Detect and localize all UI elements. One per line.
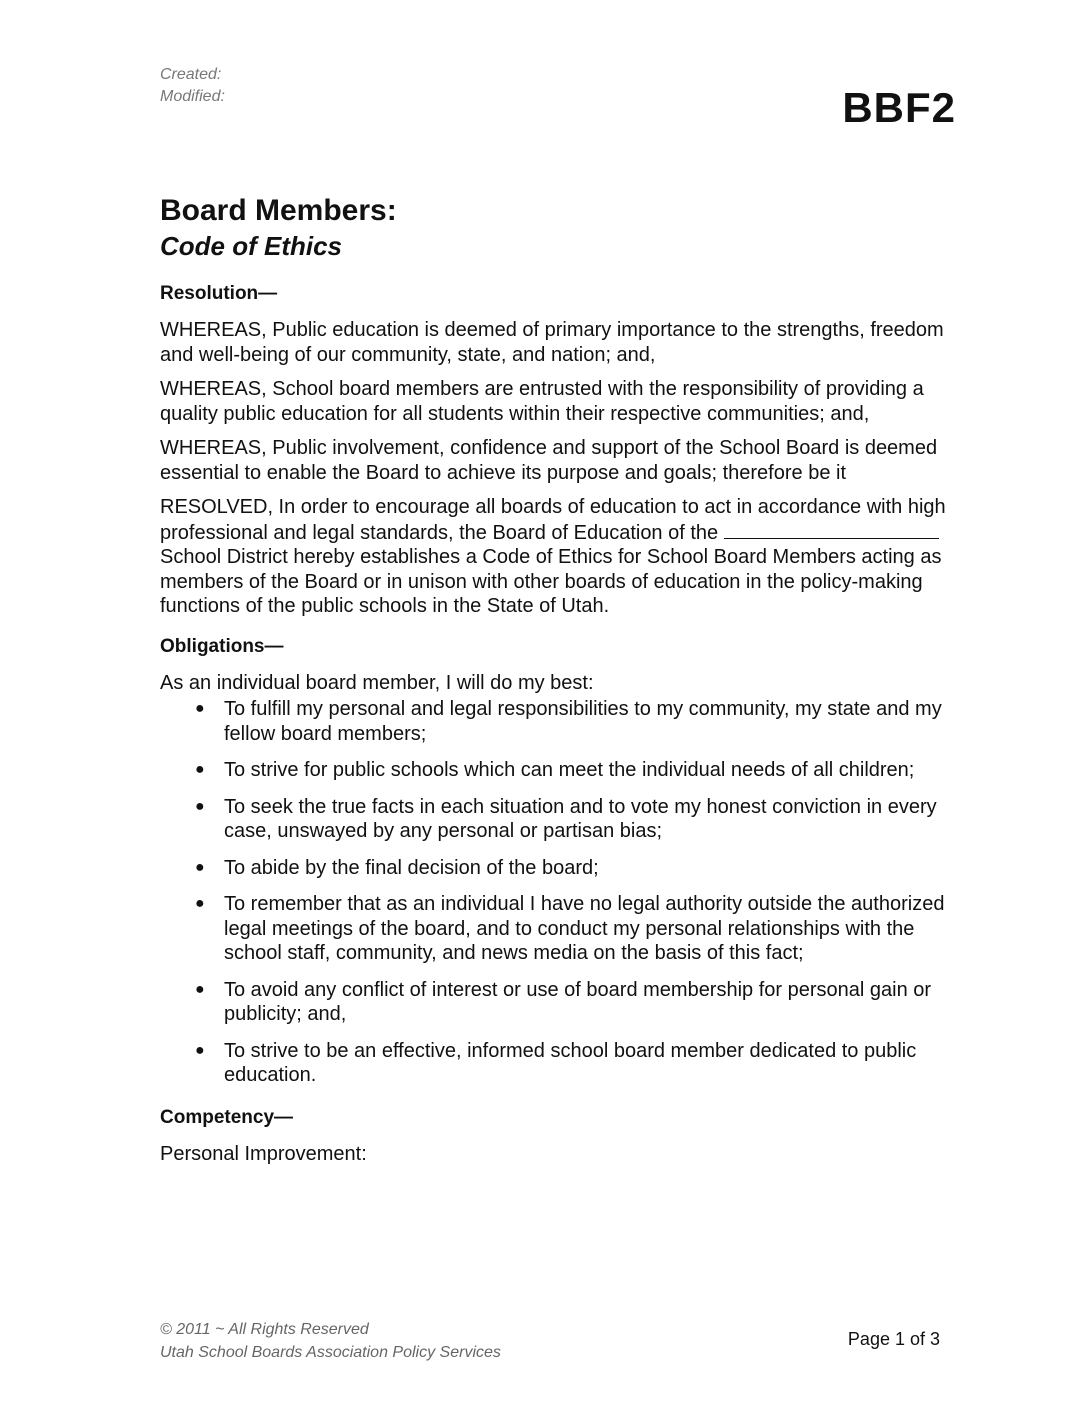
bullet-icon: ● [195,895,205,912]
resolution-heading: Resolution— [160,283,278,304]
list-item-text: To abide by the final decision of the board; [224,856,599,879]
resolved-text-part2: School District hereby establishes a Code of Ethics for School Board Members acting as members of the Board or in unison with other boards of education in the policy-making functions of the public schools in the State of Utah. [160,546,942,617]
page-title: Board Members: [160,194,397,227]
resolved-paragraph [160,495,960,619]
competency-section [160,1106,960,1167]
list-item [195,978,960,1027]
document-metadata [160,64,225,108]
list-item [195,856,960,881]
whereas-paragraph: WHEREAS, Public education is deemed of primary importance to the strengths, freedom and well-being of our community, state, and nation; and, [160,319,944,366]
list-item-text: To fulfill my personal and legal responsibilities to my community, my state and my fellow board members; [224,698,942,745]
bullet-icon: ● [195,797,205,815]
obligations-list [160,697,960,1088]
created-label: Created: [160,66,222,83]
list-item-text: To strive to be an effective, informed school board member dedicated to public education. [224,1039,917,1086]
list-item-text: To remember that as an individual I have no legal authority outside the authorized legal meetings of the board, and to conduct my personal relationships with the school staff, community, and news media on the basis of this fact; [224,893,945,964]
bullet-icon: ● [195,761,205,778]
footer-copyright-block [160,1318,501,1364]
whereas-paragraph: WHEREAS, School board members are entrusted with the responsibility of providing a quality public education for all students within their respective communities; and, [160,378,924,425]
whereas-paragraph: WHEREAS, Public involvement, confidence and support of the School Board is deemed essential to enable the Board to achieve its purpose and goals; therefore be it [160,437,938,484]
school-district-blank [724,520,939,539]
bullet-icon: ● [195,1041,205,1059]
resolution-section [160,282,960,619]
list-item-text: To seek the true facts in each situation and to vote my honest conviction in every case, unswayed by any personal or partisan bias; [224,795,937,842]
bullet-icon: ● [195,858,205,876]
personal-improvement-label: Personal Improvement: [160,1142,367,1165]
copyright-text: © 2011 ~ All Rights Reserved [160,1321,369,1338]
list-item [195,758,960,783]
list-item [195,697,960,746]
list-item [195,1039,960,1088]
competency-heading: Competency— [160,1106,294,1128]
list-item-text: To strive for public schools which can meet the individual needs of all children; [224,759,915,781]
bullet-icon: ● [195,700,205,717]
obligations-section [160,635,960,1088]
bullet-icon: ● [195,980,205,998]
list-item-text: To avoid any conflict of interest or use of board membership for personal gain or publicity; and, [224,978,932,1025]
resolved-text-part1: RESOLVED, In order to encourage all boards of education to act in accordance with high professional and legal standards, the Board of Education of the [160,496,946,544]
page-subtitle: Code of Ethics [160,231,343,261]
modified-label: Modified: [160,88,225,105]
document-body [160,282,960,1176]
policy-code: BBF2 [842,84,956,131]
list-item [195,795,960,844]
obligations-intro: As an individual board member, I will do my best: [160,671,594,694]
organization-text: Utah School Boards Association Policy Services [160,1344,501,1361]
page-number: Page 1 of 3 [847,1329,940,1349]
list-item [195,892,960,966]
obligations-heading: Obligations— [160,635,284,657]
